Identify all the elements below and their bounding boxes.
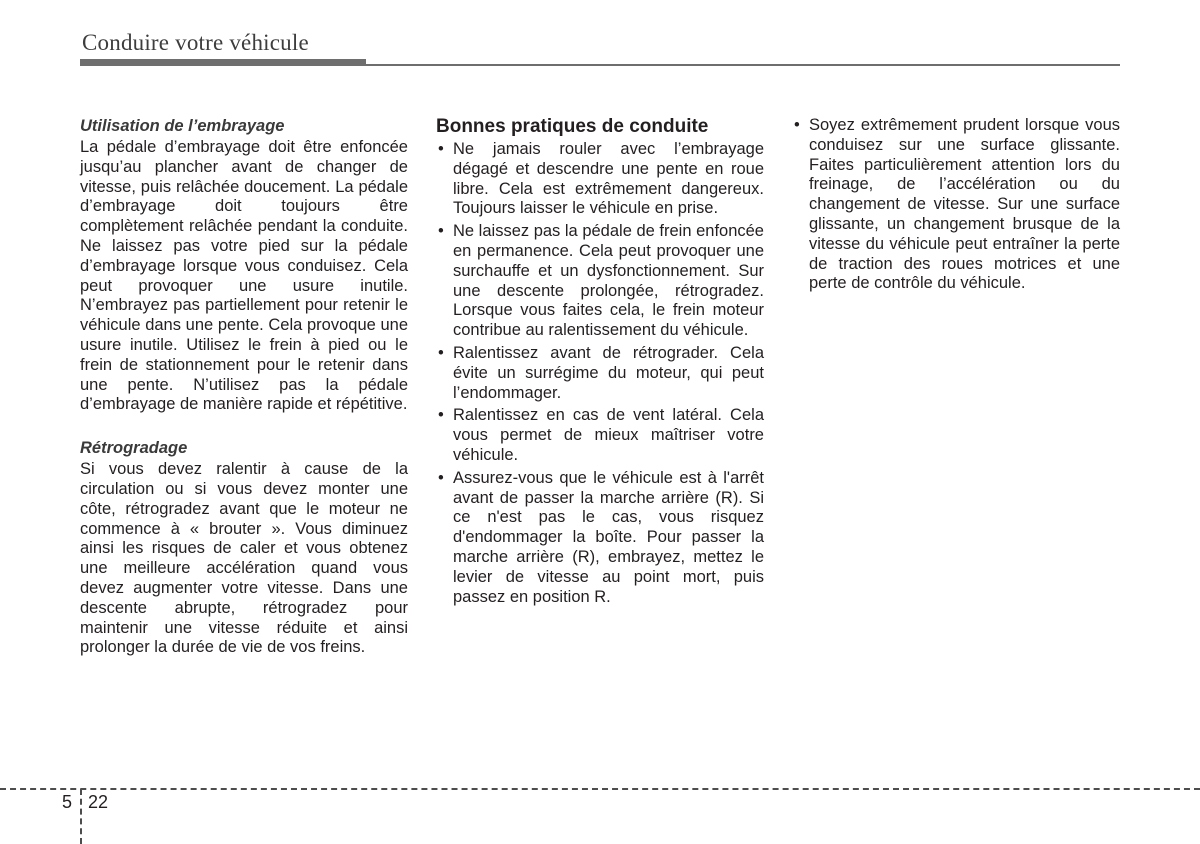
chapter-number: 5	[62, 792, 73, 812]
right-column	[792, 116, 1120, 297]
clutch-heading: Utilisation de l’embrayage	[80, 117, 285, 135]
footer-vertical-divider	[80, 789, 82, 844]
header-rule-thin	[366, 64, 1120, 66]
list-item: • Soyez extrêmement prudent lorsque vous conduisez sur une surface glissante. Faites particulièrement attention lors du freinage, de l’accélération ou du changement de vitesse. Sur une surface glissante, un changement brusque de la vitesse du véhicule peut entraîner la perte de traction des roues motrices et une perte de contrôle du véhicule.	[792, 116, 1120, 294]
section-title: Bonnes pratiques de conduite	[436, 116, 709, 137]
list-item: • Ne laissez pas la pédale de frein enfoncée en permanence. Cela peut provoquer une surchauffe et un dysfonctionnement. Sur une descente prolongée, rétrogradez. Lorsque vous faites cela, le frein moteur contribue au ralentissement du véhicule.	[436, 222, 764, 341]
left-column	[80, 116, 408, 658]
middle-column	[436, 116, 764, 610]
page-title: Conduire votre véhicule	[82, 30, 309, 55]
list-item: • Ne jamais rouler avec l’embrayage dégagé et descendre une pente en roue libre. Cela est extrêmement dangereux. Toujours laisser le véhicule en prise.	[436, 140, 764, 219]
downshift-paragraph: Si vous devez ralentir à cause de la circulation ou si vous devez monter une côte, rétrogradez avant que le moteur ne commence à « brouter ». Vous diminuez ainsi les risques de caler et vous obtenez une meilleure accélération quand vous devez augmenter votre vitesse. Dans une descente abrupte, rétrogradez pour maintenir une vitesse réduite et ainsi prolonger la durée de vie de vos freins.	[80, 460, 408, 657]
practices-list	[436, 140, 764, 607]
list-item: • Ralentissez en cas de vent latéral. Cela vous permet de mieux maîtriser votre véhicule.	[436, 406, 764, 465]
downshift-heading: Rétrogradage	[80, 439, 188, 458]
header-rule-thick	[80, 59, 366, 66]
practices-list-continued	[792, 116, 1120, 294]
list-item: • Ralentissez avant de rétrograder. Cela évite un surrégime du moteur, qui peut l’endommager.	[436, 344, 764, 403]
list-item: • Assurez-vous que le véhicule est à l'arrêt avant de passer la marche arrière (R). Si ce n'est pas le cas, vous risquez d'endommager la boîte. Pour passer la marche arrière (R), embrayez, mettez le levier de vitesse au point mort, puis passez en position R.	[436, 469, 764, 608]
page-number: 22	[88, 792, 109, 812]
footer-divider	[0, 788, 1200, 790]
clutch-paragraph: La pédale d’embrayage doit être enfoncée jusqu’au plancher avant de changer de vitesse, puis relâchée doucement. La pédale d’embrayage doit toujours être complètement relâchée pendant la conduite. Ne laissez pas votre pied sur la pédale d’embrayage lorsque vous conduisez. Cela peut provoquer une usure inutile. N’embrayez pas partiellement pour retenir le véhicule dans une pente. Cela provoque une usure inutile. Utilisez le frein à pied ou le frein de stationnement pour le retenir dans une pente. N’utilisez pas la pédale d’embrayage de manière rapide et répétitive.	[80, 138, 408, 414]
